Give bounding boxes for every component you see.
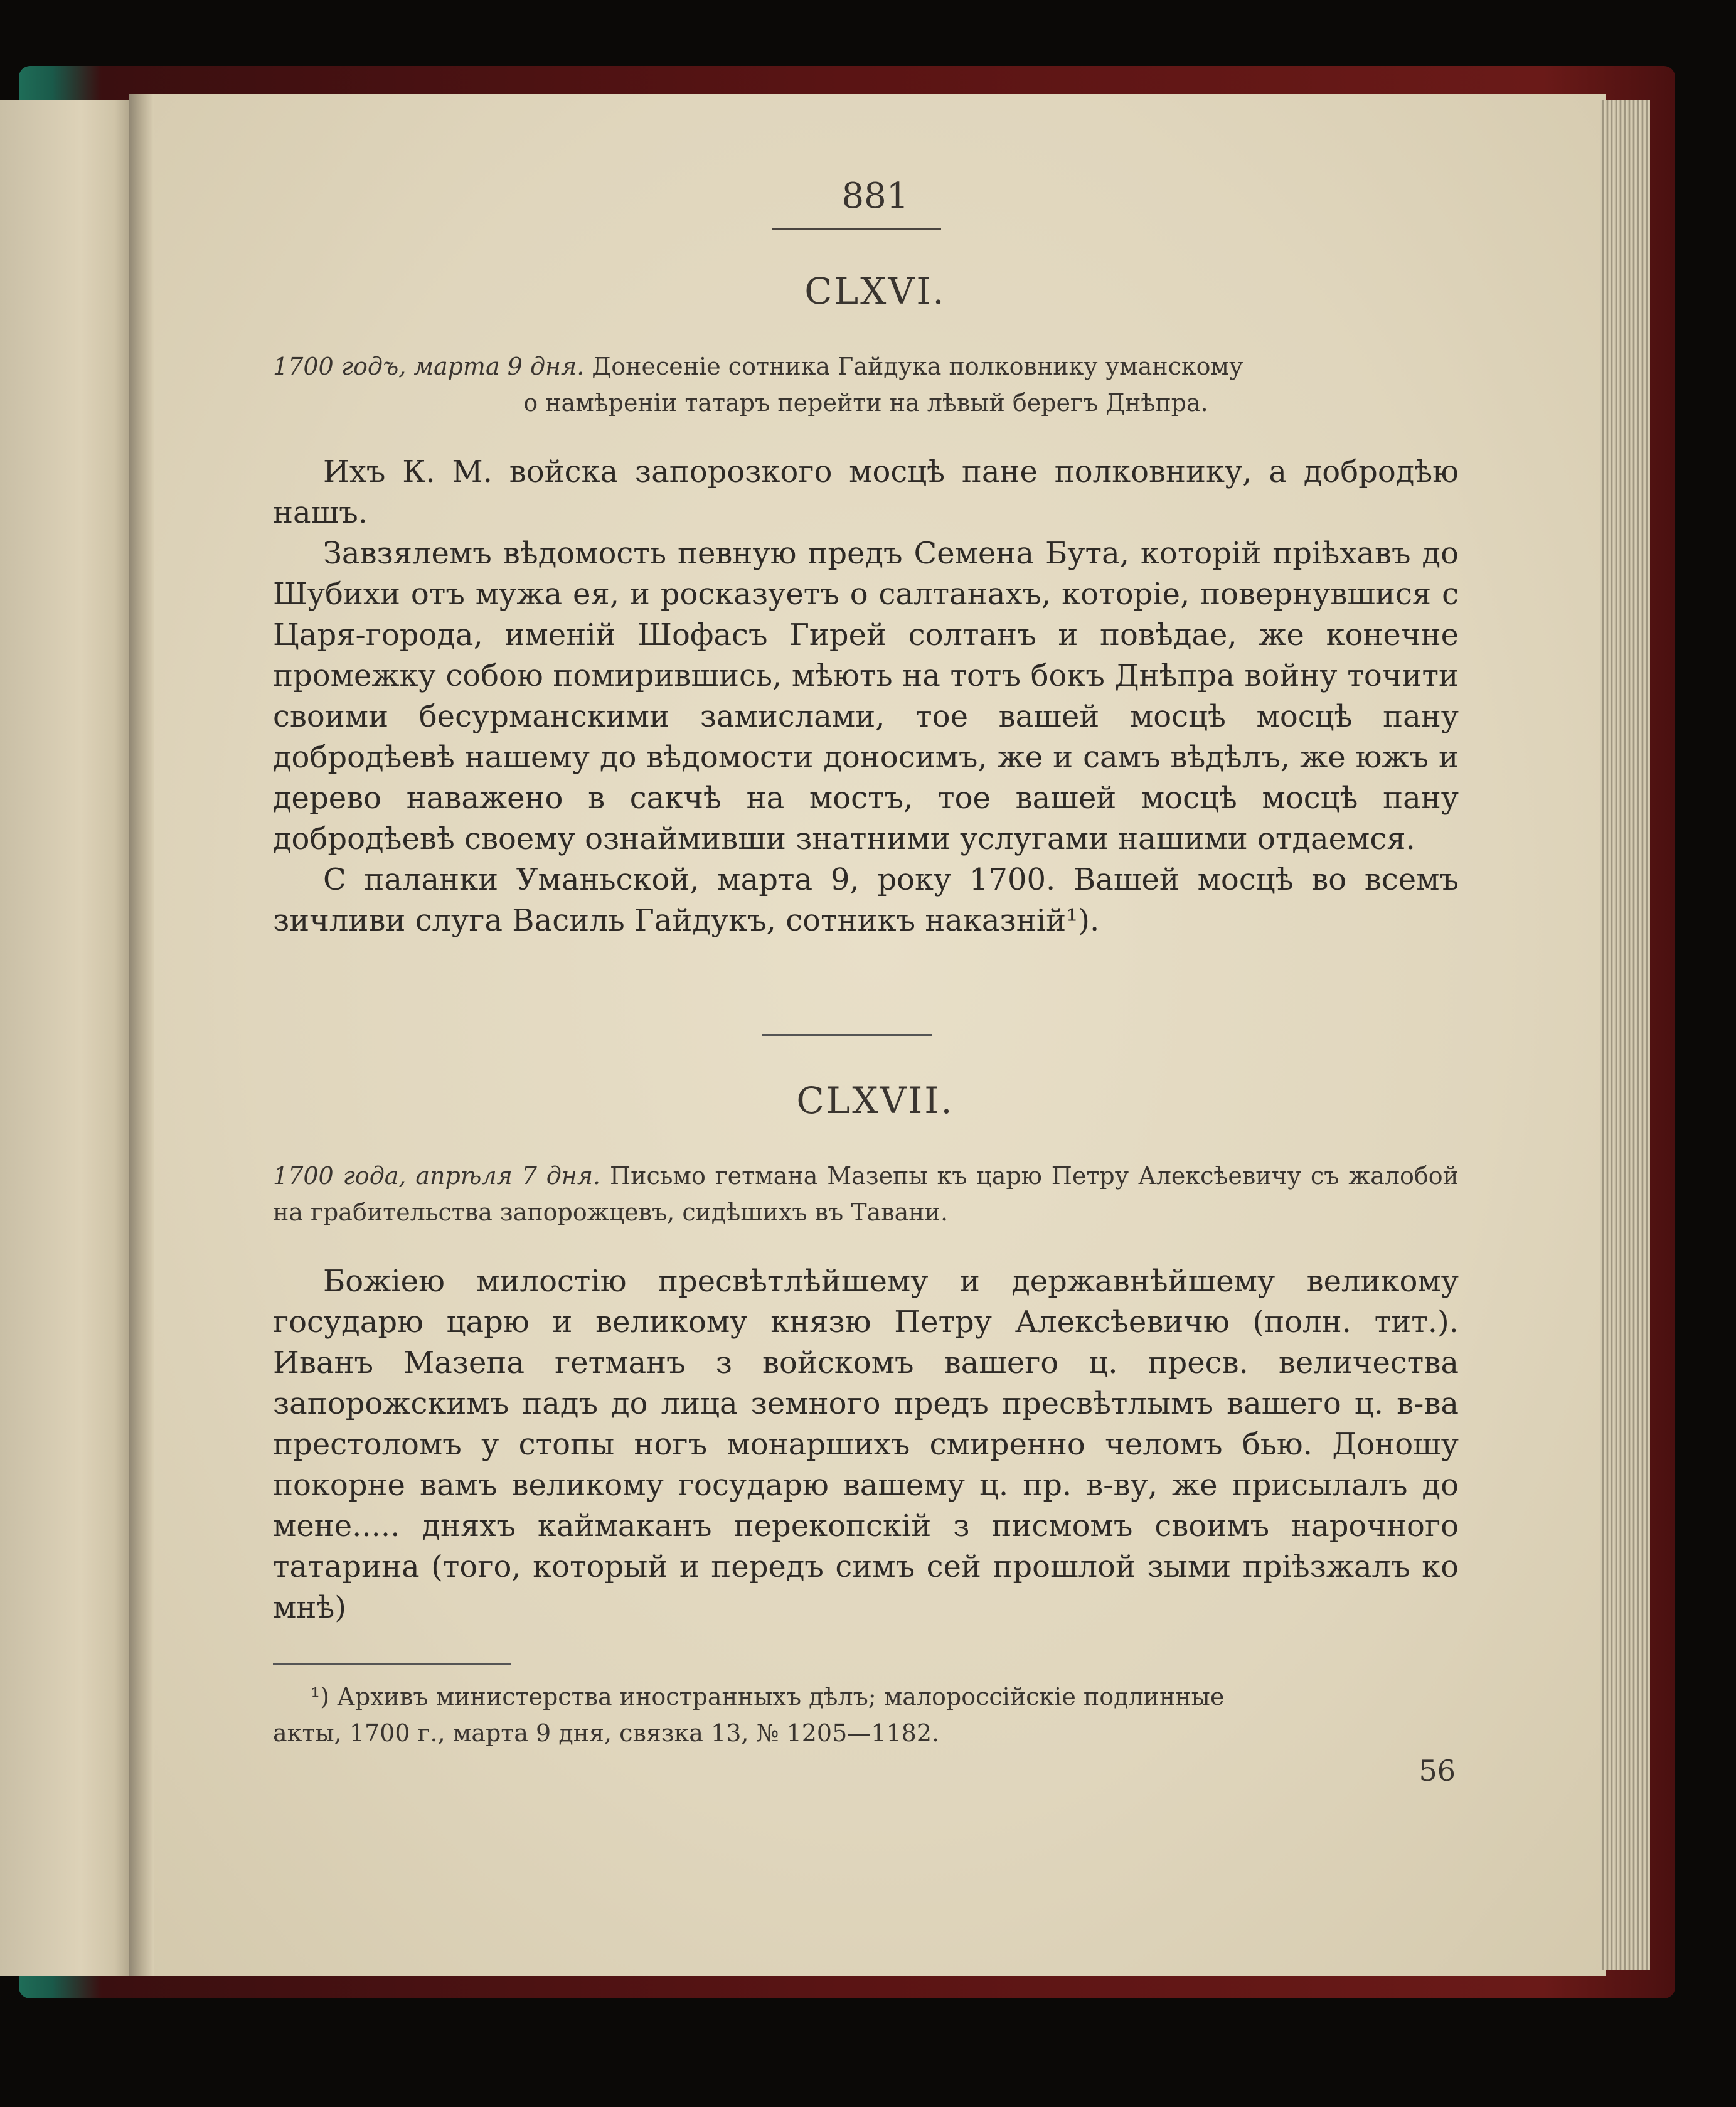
summary-date: 1700 года, апрѣля 7 дня.: [273, 1162, 601, 1190]
footnote: [273, 1678, 1459, 1751]
document-summary-166: [273, 348, 1459, 421]
document-heading-166: CLXVI.: [804, 270, 946, 312]
document-body-167: [273, 1261, 1459, 1628]
footnote-line2: акты, 1700 г., марта 9 дня, связка 13, № 1205—1182.: [273, 1719, 940, 1747]
summary-text-line1: Донесеніе сотника Гайдука полковнику уманскому: [592, 353, 1243, 380]
body-paragraph: Завзялемъ вѣдомость певную предъ Семена Бута, которій пріѣхавъ до Шубихи отъ мужа ея, и росказуетъ о салтанахъ, которіе, повернувшися с Царя-города, именій Шофасъ Гирей солтанъ и повѣдае, же конечне промежку собою помирившись, мѣють на тотъ бокъ Днѣпра войну точити своими бесурманскими замислами, тое вашей мосцѣ мосцѣ пану добродѣевѣ нашему до вѣдомости доносимъ, же и самъ вѣдѣлъ, же южъ и дерево наважено в сакчѣ на мостъ, тое вашей мосцѣ мосцѣ пану добродѣевѣ своему ознаймивши знатними услугами нашими отдаемся.: [273, 536, 1459, 856]
closing-paragraph: С паланки Уманьской, марта 9, року 1700. Вашей мосцѣ во всемъ зичливи слуга Василь Гайдукъ, сотникъ наказній¹).: [273, 862, 1459, 938]
footnote-rule: [273, 1663, 511, 1665]
summary-text: Письмо гетмана Мазепы къ царю Петру Алексѣевичу съ жалобой на грабительства запорожцевъ, сидѣшихъ въ Тавани.: [273, 1162, 1459, 1226]
left-page-edge: [0, 100, 135, 1976]
footnote-line1: ¹) Архивъ министерства иностранныхъ дѣлъ; малороссійскіе подлинные: [311, 1683, 1225, 1710]
section-divider: [762, 1034, 932, 1036]
page-edges: [1600, 100, 1650, 1970]
document-heading-167: CLXVII.: [796, 1079, 954, 1122]
page-number-rule: [772, 228, 941, 230]
summary-text-line2: о намѣреніи татаръ перейти на лѣвый берегъ Днѣпра.: [523, 389, 1208, 417]
letter-paragraph: Божіею милостію пресвѣтлѣйшему и державнѣйшему великому государю царю и великому князю Петру Алексѣевичю (полн. тит.). Иванъ Мазепа гетманъ з войскомъ вашего ц. пресв. величества запорожскимъ падъ до лица земного предъ пресвѣтлымъ вашего ц. в-ва престоломъ у стопы ногъ монаршихъ смиренно челомъ бью. Доношу покорне вамъ великому государю вашему ц. пр. в-ву, же присылалъ до мене..... дняхъ каймаканъ перекопскій з писмомъ своимъ нарочного татарина (того, который и передъ симъ сей прошлой зыми пріѣзжалъ ко мнѣ): [273, 1264, 1459, 1625]
document-summary-167: [273, 1158, 1459, 1230]
page-content: [144, 94, 1606, 1976]
salutation-paragraph: Ихъ К. М. войска запорозкого мосцѣ пане полковнику, а добродѣю нашъ.: [273, 454, 1459, 530]
signature-number: 56: [1419, 1754, 1456, 1788]
document-body-166: [273, 452, 1459, 941]
page-number-top: 881: [841, 176, 909, 216]
summary-date: 1700 годъ, марта 9 дня.: [273, 353, 585, 380]
